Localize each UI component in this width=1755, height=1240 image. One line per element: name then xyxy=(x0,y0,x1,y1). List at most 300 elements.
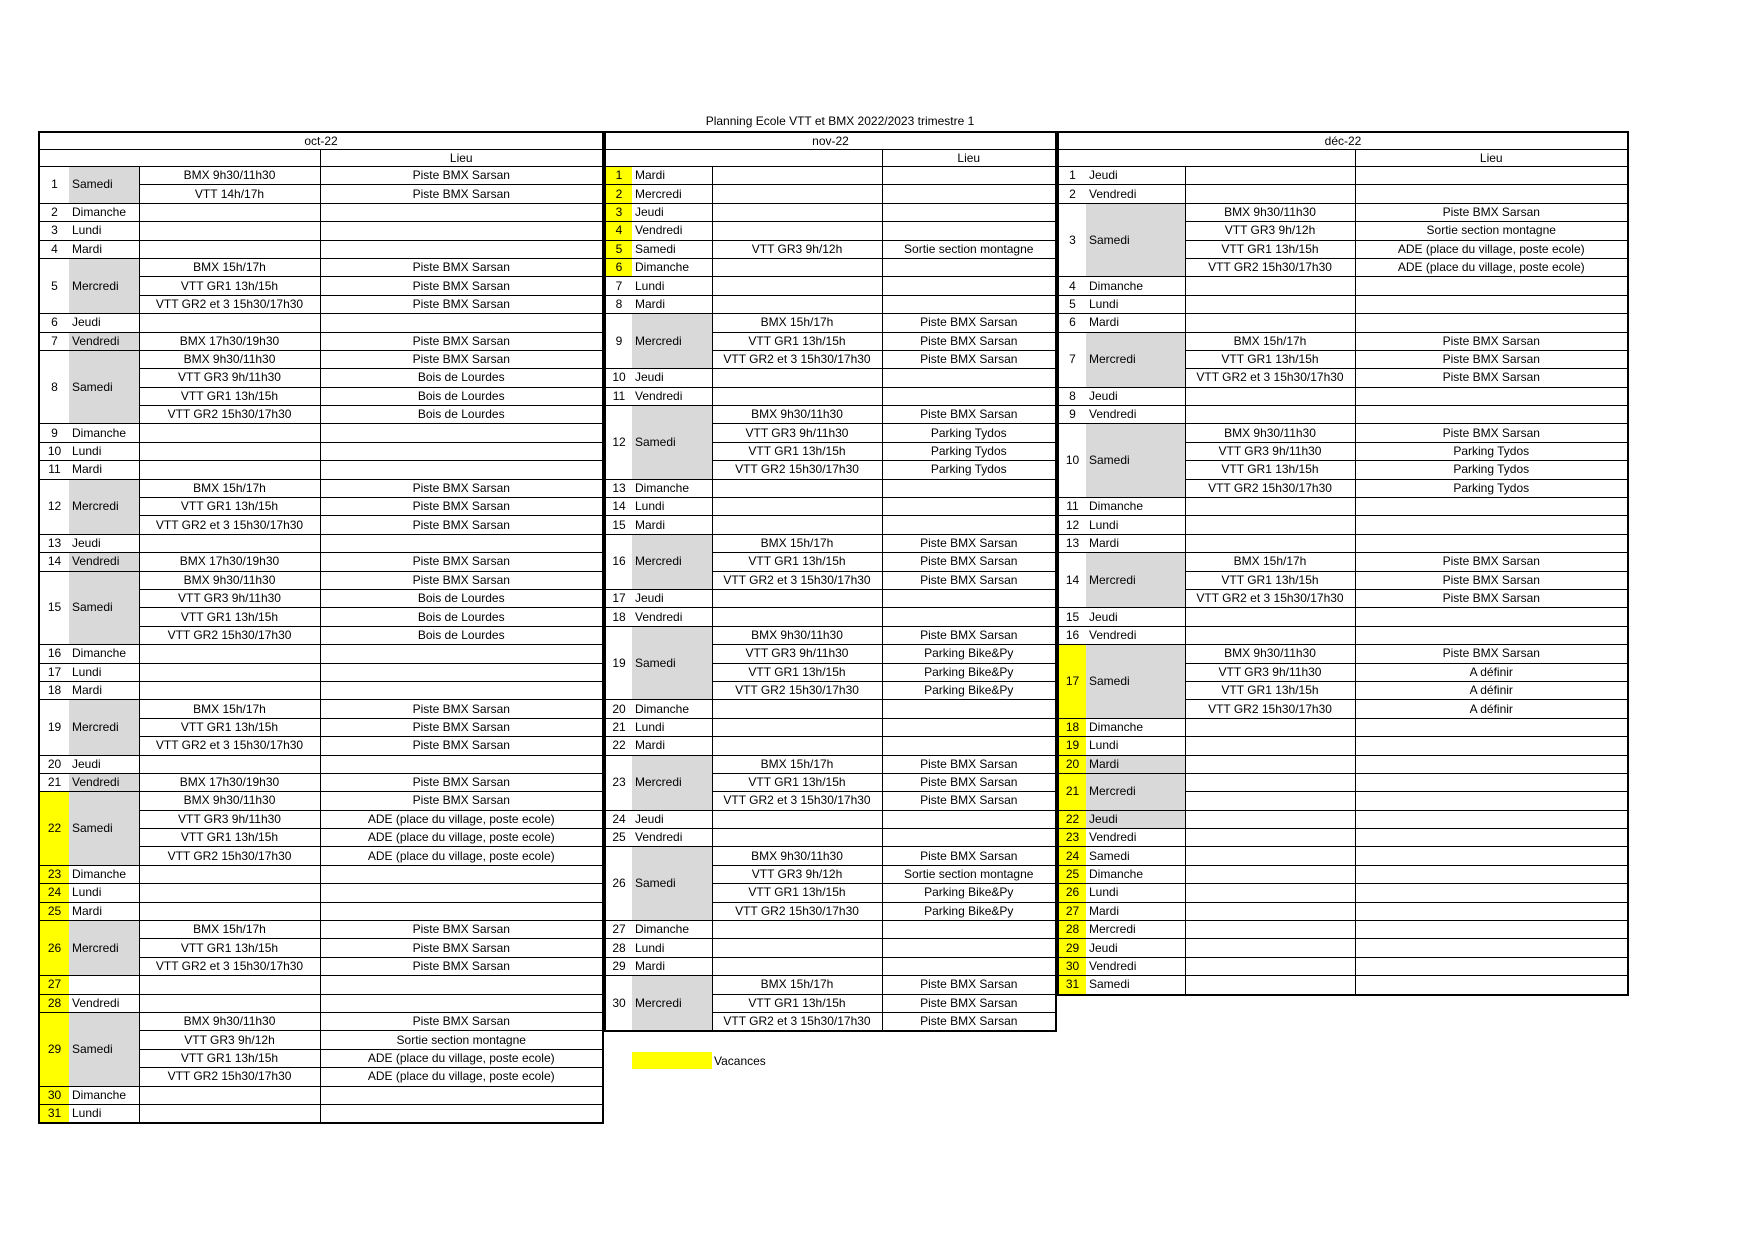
activity-cell xyxy=(712,737,882,755)
location-cell xyxy=(320,865,603,883)
location-cell xyxy=(1355,277,1628,295)
location-cell: Piste BMX Sarsan xyxy=(882,847,1056,865)
month-header: oct-22 xyxy=(39,132,603,150)
day-number: 10 xyxy=(1058,424,1086,498)
day-number: 28 xyxy=(39,994,69,1012)
day-row xyxy=(39,222,603,240)
day-row xyxy=(39,645,603,663)
location-cell xyxy=(320,534,603,552)
location-cell: Piste BMX Sarsan xyxy=(882,553,1056,571)
activity-cell xyxy=(1185,810,1355,828)
activity-cell: VTT GR2 et 3 15h30/17h30 xyxy=(1185,589,1355,607)
location-cell xyxy=(882,387,1056,405)
activity-cell: VTT GR1 13h/15h xyxy=(1185,571,1355,589)
location-cell xyxy=(1355,516,1628,534)
day-row xyxy=(39,700,603,718)
location-cell xyxy=(882,829,1056,847)
activity-cell: VTT GR2 et 3 15h30/17h30 xyxy=(139,737,320,755)
day-name: Jeudi xyxy=(69,534,139,552)
activity-cell: VTT GR3 9h/11h30 xyxy=(139,589,320,607)
day-name: Dimanche xyxy=(69,645,139,663)
day-number: 7 xyxy=(605,277,632,295)
activity-cell: VTT GR2 et 3 15h30/17h30 xyxy=(139,957,320,975)
day-number: 21 xyxy=(39,773,69,791)
location-cell xyxy=(320,681,603,699)
day-number: 13 xyxy=(39,534,69,552)
day-number: 10 xyxy=(39,442,69,460)
activity-cell: VTT GR1 13h/15h xyxy=(139,1049,320,1067)
activity-cell xyxy=(139,222,320,240)
activity-cell: VTT GR3 9h/12h xyxy=(712,240,882,258)
day-row xyxy=(39,553,603,571)
location-cell xyxy=(320,240,603,258)
location-cell: Parking Tydos xyxy=(1355,461,1628,479)
day-row xyxy=(605,847,1056,865)
activity-cell xyxy=(139,681,320,699)
day-number: 18 xyxy=(39,681,69,699)
day-name: Dimanche xyxy=(1086,498,1185,516)
activity-cell xyxy=(1185,626,1355,644)
day-number: 24 xyxy=(605,810,632,828)
day-name: Vendredi xyxy=(1086,957,1185,975)
day-number: 31 xyxy=(1058,976,1086,995)
day-name: Mercredi xyxy=(69,921,139,976)
location-cell: ADE (place du village, poste ecole) xyxy=(320,1049,603,1067)
activity-cell: BMX 15h/17h xyxy=(139,258,320,276)
day-name: Mardi xyxy=(69,240,139,258)
day-row xyxy=(39,571,603,589)
day-row xyxy=(1058,829,1628,847)
activity-cell: VTT GR2 15h30/17h30 xyxy=(712,902,882,920)
location-cell xyxy=(882,516,1056,534)
location-cell xyxy=(320,1086,603,1104)
location-cell xyxy=(320,203,603,221)
activity-cell xyxy=(139,240,320,258)
day-row xyxy=(39,902,603,920)
location-cell: Bois de Lourdes xyxy=(320,608,603,626)
activity-cell: BMX 9h30/11h30 xyxy=(139,571,320,589)
activity-cell: BMX 17h30/19h30 xyxy=(139,332,320,350)
activity-cell xyxy=(1185,718,1355,736)
location-cell xyxy=(882,737,1056,755)
day-row xyxy=(605,314,1056,332)
location-cell: A définir xyxy=(1355,681,1628,699)
day-number: 24 xyxy=(1058,847,1086,865)
day-number: 1 xyxy=(605,167,632,185)
location-cell xyxy=(1355,718,1628,736)
day-number: 11 xyxy=(605,387,632,405)
location-cell: ADE (place du village, poste ecole) xyxy=(1355,258,1628,276)
day-row xyxy=(1058,957,1628,975)
activity-cell: VTT GR2 et 3 15h30/17h30 xyxy=(712,350,882,368)
activity-cell xyxy=(139,902,320,920)
day-number: 18 xyxy=(605,608,632,626)
header-blank-cell xyxy=(605,150,882,167)
location-cell: Piste BMX Sarsan xyxy=(320,939,603,957)
day-number: 9 xyxy=(1058,406,1086,424)
day-name: Lundi xyxy=(1086,295,1185,313)
activity-cell xyxy=(139,994,320,1012)
location-cell: Parking Tydos xyxy=(1355,479,1628,497)
day-number: 1 xyxy=(39,167,69,204)
day-number: 20 xyxy=(1058,755,1086,773)
activity-cell: VTT GR1 13h/15h xyxy=(712,553,882,571)
activity-cell xyxy=(139,865,320,883)
day-row xyxy=(1058,534,1628,552)
day-name: Mardi xyxy=(1086,902,1185,920)
activity-cell: VTT GR2 15h30/17h30 xyxy=(1185,258,1355,276)
activity-cell: VTT GR3 9h/11h30 xyxy=(139,369,320,387)
activity-cell: VTT GR1 13h/15h xyxy=(139,387,320,405)
location-cell: Sortie section montagne xyxy=(1355,222,1628,240)
location-cell: Piste BMX Sarsan xyxy=(882,773,1056,791)
activity-cell xyxy=(1185,387,1355,405)
day-row xyxy=(1058,608,1628,626)
day-row xyxy=(1058,737,1628,755)
location-cell xyxy=(1355,976,1628,995)
day-number: 8 xyxy=(1058,387,1086,405)
day-name: Dimanche xyxy=(632,700,712,718)
day-name: Jeudi xyxy=(1086,608,1185,626)
day-name: Samedi xyxy=(69,350,139,424)
day-row xyxy=(1058,884,1628,902)
day-row xyxy=(1058,847,1628,865)
activity-cell xyxy=(712,939,882,957)
location-cell: Piste BMX Sarsan xyxy=(882,792,1056,810)
activity-cell: VTT GR3 9h/12h xyxy=(712,865,882,883)
day-name: Lundi xyxy=(1086,884,1185,902)
day-row xyxy=(605,369,1056,387)
day-number: 25 xyxy=(605,829,632,847)
day-row xyxy=(1058,553,1628,571)
activity-cell: VTT GR1 13h/15h xyxy=(712,773,882,791)
location-cell: Bois de Lourdes xyxy=(320,406,603,424)
day-row xyxy=(605,498,1056,516)
location-cell: Piste BMX Sarsan xyxy=(1355,332,1628,350)
location-cell xyxy=(1355,865,1628,883)
day-name: Mardi xyxy=(69,461,139,479)
day-number: 19 xyxy=(39,700,69,755)
activity-cell: VTT GR3 9h/11h30 xyxy=(712,424,882,442)
location-cell xyxy=(1355,626,1628,644)
activity-cell: BMX 17h30/19h30 xyxy=(139,773,320,791)
activity-cell xyxy=(1185,921,1355,939)
day-name: Dimanche xyxy=(69,203,139,221)
location-cell xyxy=(882,718,1056,736)
location-cell: Piste BMX Sarsan xyxy=(882,1012,1056,1031)
location-cell xyxy=(1355,829,1628,847)
day-name: Mardi xyxy=(1086,755,1185,773)
activity-cell xyxy=(712,957,882,975)
activity-cell xyxy=(1185,939,1355,957)
day-number: 25 xyxy=(1058,865,1086,883)
day-row xyxy=(1058,921,1628,939)
day-row xyxy=(1058,295,1628,313)
day-number: 25 xyxy=(39,902,69,920)
location-cell xyxy=(1355,884,1628,902)
location-cell: Parking Bike&Py xyxy=(882,902,1056,920)
activity-cell: BMX 9h30/11h30 xyxy=(139,350,320,368)
activity-cell: BMX 15h/17h xyxy=(139,700,320,718)
month-header: déc-22 xyxy=(1058,132,1628,150)
day-number: 10 xyxy=(605,369,632,387)
day-number: 27 xyxy=(39,976,69,994)
location-cell: Piste BMX Sarsan xyxy=(882,406,1056,424)
day-name: Jeudi xyxy=(1086,939,1185,957)
activity-cell xyxy=(712,498,882,516)
location-cell: Piste BMX Sarsan xyxy=(320,516,603,534)
activity-cell: BMX 15h/17h xyxy=(712,314,882,332)
day-name: Dimanche xyxy=(69,1086,139,1104)
day-number: 31 xyxy=(39,1104,69,1123)
location-cell: Piste BMX Sarsan xyxy=(882,755,1056,773)
location-cell: Parking Bike&Py xyxy=(882,681,1056,699)
activity-cell: VTT GR1 13h/15h xyxy=(712,442,882,460)
location-cell: Piste BMX Sarsan xyxy=(882,350,1056,368)
location-cell xyxy=(320,222,603,240)
activity-cell: BMX 9h30/11h30 xyxy=(1185,424,1355,442)
location-cell xyxy=(1355,295,1628,313)
activity-cell xyxy=(712,203,882,221)
day-number: 20 xyxy=(605,700,632,718)
location-cell xyxy=(1355,957,1628,975)
activity-cell xyxy=(139,645,320,663)
activity-cell: BMX 15h/17h xyxy=(712,976,882,994)
day-name: Vendredi xyxy=(632,222,712,240)
day-number: 8 xyxy=(605,295,632,313)
activity-cell: VTT GR2 15h30/17h30 xyxy=(139,626,320,644)
day-name: Lundi xyxy=(632,277,712,295)
day-number: 7 xyxy=(1058,332,1086,387)
day-name: Lundi xyxy=(69,222,139,240)
activity-cell: VTT GR2 et 3 15h30/17h30 xyxy=(139,295,320,313)
day-row xyxy=(1058,332,1628,350)
header-blank-cell xyxy=(39,150,320,167)
activity-cell: VTT GR2 15h30/17h30 xyxy=(1185,479,1355,497)
day-row xyxy=(39,461,603,479)
location-cell xyxy=(1355,737,1628,755)
day-row xyxy=(1058,424,1628,442)
day-name: Jeudi xyxy=(1086,387,1185,405)
activity-cell: BMX 15h/17h xyxy=(1185,332,1355,350)
day-name: Mercredi xyxy=(632,534,712,589)
day-name: Dimanche xyxy=(1086,718,1185,736)
day-row xyxy=(605,222,1056,240)
location-cell xyxy=(320,902,603,920)
location-cell: Piste BMX Sarsan xyxy=(320,295,603,313)
day-name: Mercredi xyxy=(1086,332,1185,387)
day-number: 22 xyxy=(605,737,632,755)
day-name: Mercredi xyxy=(632,314,712,369)
day-name: Mardi xyxy=(632,737,712,755)
day-name: Samedi xyxy=(1086,847,1185,865)
day-row xyxy=(605,387,1056,405)
location-cell: Piste BMX Sarsan xyxy=(320,1012,603,1030)
day-row xyxy=(605,589,1056,607)
day-name: Lundi xyxy=(69,442,139,460)
day-number: 7 xyxy=(39,332,69,350)
day-name: Jeudi xyxy=(1086,167,1185,185)
location-cell: Parking Tydos xyxy=(882,461,1056,479)
location-cell xyxy=(320,755,603,773)
day-number: 4 xyxy=(605,222,632,240)
location-cell xyxy=(882,277,1056,295)
day-name: Mardi xyxy=(632,516,712,534)
day-number: 26 xyxy=(1058,884,1086,902)
day-row xyxy=(605,829,1056,847)
page-title: Planning Ecole VTT et BMX 2022/2023 trimestre 1 xyxy=(705,114,975,128)
day-name: Dimanche xyxy=(632,921,712,939)
day-number: 6 xyxy=(39,314,69,332)
activity-cell xyxy=(1185,755,1355,773)
location-cell: Piste BMX Sarsan xyxy=(1355,645,1628,663)
location-cell: ADE (place du village, poste ecole) xyxy=(320,847,603,865)
location-cell: ADE (place du village, poste ecole) xyxy=(320,810,603,828)
activity-cell: VTT GR2 15h30/17h30 xyxy=(139,406,320,424)
day-row xyxy=(39,755,603,773)
day-row xyxy=(39,1086,603,1104)
day-row xyxy=(605,755,1056,773)
day-number: 4 xyxy=(1058,277,1086,295)
day-number: 14 xyxy=(39,553,69,571)
location-cell xyxy=(320,884,603,902)
activity-cell: VTT GR2 15h30/17h30 xyxy=(712,461,882,479)
location-cell xyxy=(1355,902,1628,920)
location-cell xyxy=(882,608,1056,626)
location-cell xyxy=(320,461,603,479)
location-cell: Piste BMX Sarsan xyxy=(320,718,603,736)
day-number: 17 xyxy=(605,589,632,607)
location-cell: Piste BMX Sarsan xyxy=(882,994,1056,1012)
location-cell xyxy=(882,369,1056,387)
location-cell: Piste BMX Sarsan xyxy=(320,553,603,571)
day-name: Mardi xyxy=(1086,314,1185,332)
location-cell: Piste BMX Sarsan xyxy=(1355,571,1628,589)
location-cell xyxy=(1355,608,1628,626)
day-number: 21 xyxy=(1058,773,1086,810)
day-number: 21 xyxy=(605,718,632,736)
activity-cell: VTT GR1 13h/15h xyxy=(139,718,320,736)
activity-cell xyxy=(1185,773,1355,791)
activity-cell xyxy=(712,387,882,405)
day-name: Mercredi xyxy=(69,258,139,313)
day-name: Lundi xyxy=(69,884,139,902)
day-number: 6 xyxy=(1058,314,1086,332)
activity-cell: VTT GR1 13h/15h xyxy=(1185,350,1355,368)
activity-cell xyxy=(712,258,882,276)
location-cell: Piste BMX Sarsan xyxy=(882,314,1056,332)
month-table-nov xyxy=(604,131,1057,1032)
activity-cell xyxy=(139,203,320,221)
activity-cell xyxy=(1185,314,1355,332)
activity-cell: VTT GR2 et 3 15h30/17h30 xyxy=(139,516,320,534)
location-cell xyxy=(1355,810,1628,828)
activity-cell: VTT GR1 13h/15h xyxy=(1185,240,1355,258)
day-row xyxy=(1058,976,1628,995)
day-name: Vendredi xyxy=(1086,829,1185,847)
location-cell: Piste BMX Sarsan xyxy=(882,626,1056,644)
day-row xyxy=(605,406,1056,424)
activity-cell: BMX 9h30/11h30 xyxy=(1185,203,1355,221)
day-number: 27 xyxy=(1058,902,1086,920)
location-cell xyxy=(1355,847,1628,865)
day-row xyxy=(39,424,603,442)
activity-cell xyxy=(712,295,882,313)
location-cell xyxy=(1355,939,1628,957)
day-row xyxy=(605,700,1056,718)
location-cell: Piste BMX Sarsan xyxy=(320,277,603,295)
day-name: Mardi xyxy=(632,167,712,185)
day-row xyxy=(39,994,603,1012)
activity-cell xyxy=(1185,829,1355,847)
location-cell xyxy=(882,222,1056,240)
location-cell xyxy=(1355,534,1628,552)
day-name: Vendredi xyxy=(69,553,139,571)
location-cell: Bois de Lourdes xyxy=(320,589,603,607)
activity-cell xyxy=(712,516,882,534)
activity-cell: BMX 9h30/11h30 xyxy=(712,847,882,865)
day-name: Mercredi xyxy=(1086,921,1185,939)
day-row xyxy=(39,350,603,368)
day-number: 15 xyxy=(39,571,69,645)
day-name: Dimanche xyxy=(69,865,139,883)
activity-cell: VTT 14h/17h xyxy=(139,185,320,203)
location-cell: Parking Tydos xyxy=(882,442,1056,460)
day-name: Lundi xyxy=(632,718,712,736)
location-cell: Parking Bike&Py xyxy=(882,663,1056,681)
day-name: Mardi xyxy=(69,902,139,920)
day-row xyxy=(39,534,603,552)
activity-cell xyxy=(139,461,320,479)
activity-cell: VTT GR1 13h/15h xyxy=(712,884,882,902)
day-row xyxy=(605,534,1056,552)
activity-cell: VTT GR1 13h/15h xyxy=(712,994,882,1012)
day-number: 16 xyxy=(605,534,632,589)
activity-cell xyxy=(139,424,320,442)
day-row xyxy=(1058,203,1628,221)
day-row xyxy=(39,865,603,883)
activity-cell xyxy=(1185,902,1355,920)
location-cell: Bois de Lourdes xyxy=(320,626,603,644)
day-number: 2 xyxy=(605,185,632,203)
day-name: Samedi xyxy=(632,240,712,258)
location-cell xyxy=(882,700,1056,718)
activity-cell xyxy=(712,167,882,185)
location-cell: A définir xyxy=(1355,700,1628,718)
day-row xyxy=(39,258,603,276)
day-name: Vendredi xyxy=(632,829,712,847)
location-cell xyxy=(1355,498,1628,516)
activity-cell: VTT GR1 13h/15h xyxy=(139,277,320,295)
activity-cell xyxy=(1185,516,1355,534)
day-name: Samedi xyxy=(632,406,712,480)
day-row xyxy=(1058,314,1628,332)
day-name: Mercredi xyxy=(69,479,139,534)
activity-cell xyxy=(139,442,320,460)
day-number: 17 xyxy=(1058,645,1086,719)
activity-cell: VTT GR2 15h30/17h30 xyxy=(712,681,882,699)
day-name: Lundi xyxy=(632,498,712,516)
location-cell: Piste BMX Sarsan xyxy=(320,737,603,755)
day-row xyxy=(39,1012,603,1030)
activity-cell xyxy=(1185,167,1355,185)
legend-label: Vacances xyxy=(714,1053,766,1068)
activity-cell: VTT GR2 15h30/17h30 xyxy=(139,847,320,865)
activity-cell xyxy=(1185,608,1355,626)
location-cell xyxy=(320,314,603,332)
day-number: 12 xyxy=(1058,516,1086,534)
location-cell xyxy=(1355,167,1628,185)
